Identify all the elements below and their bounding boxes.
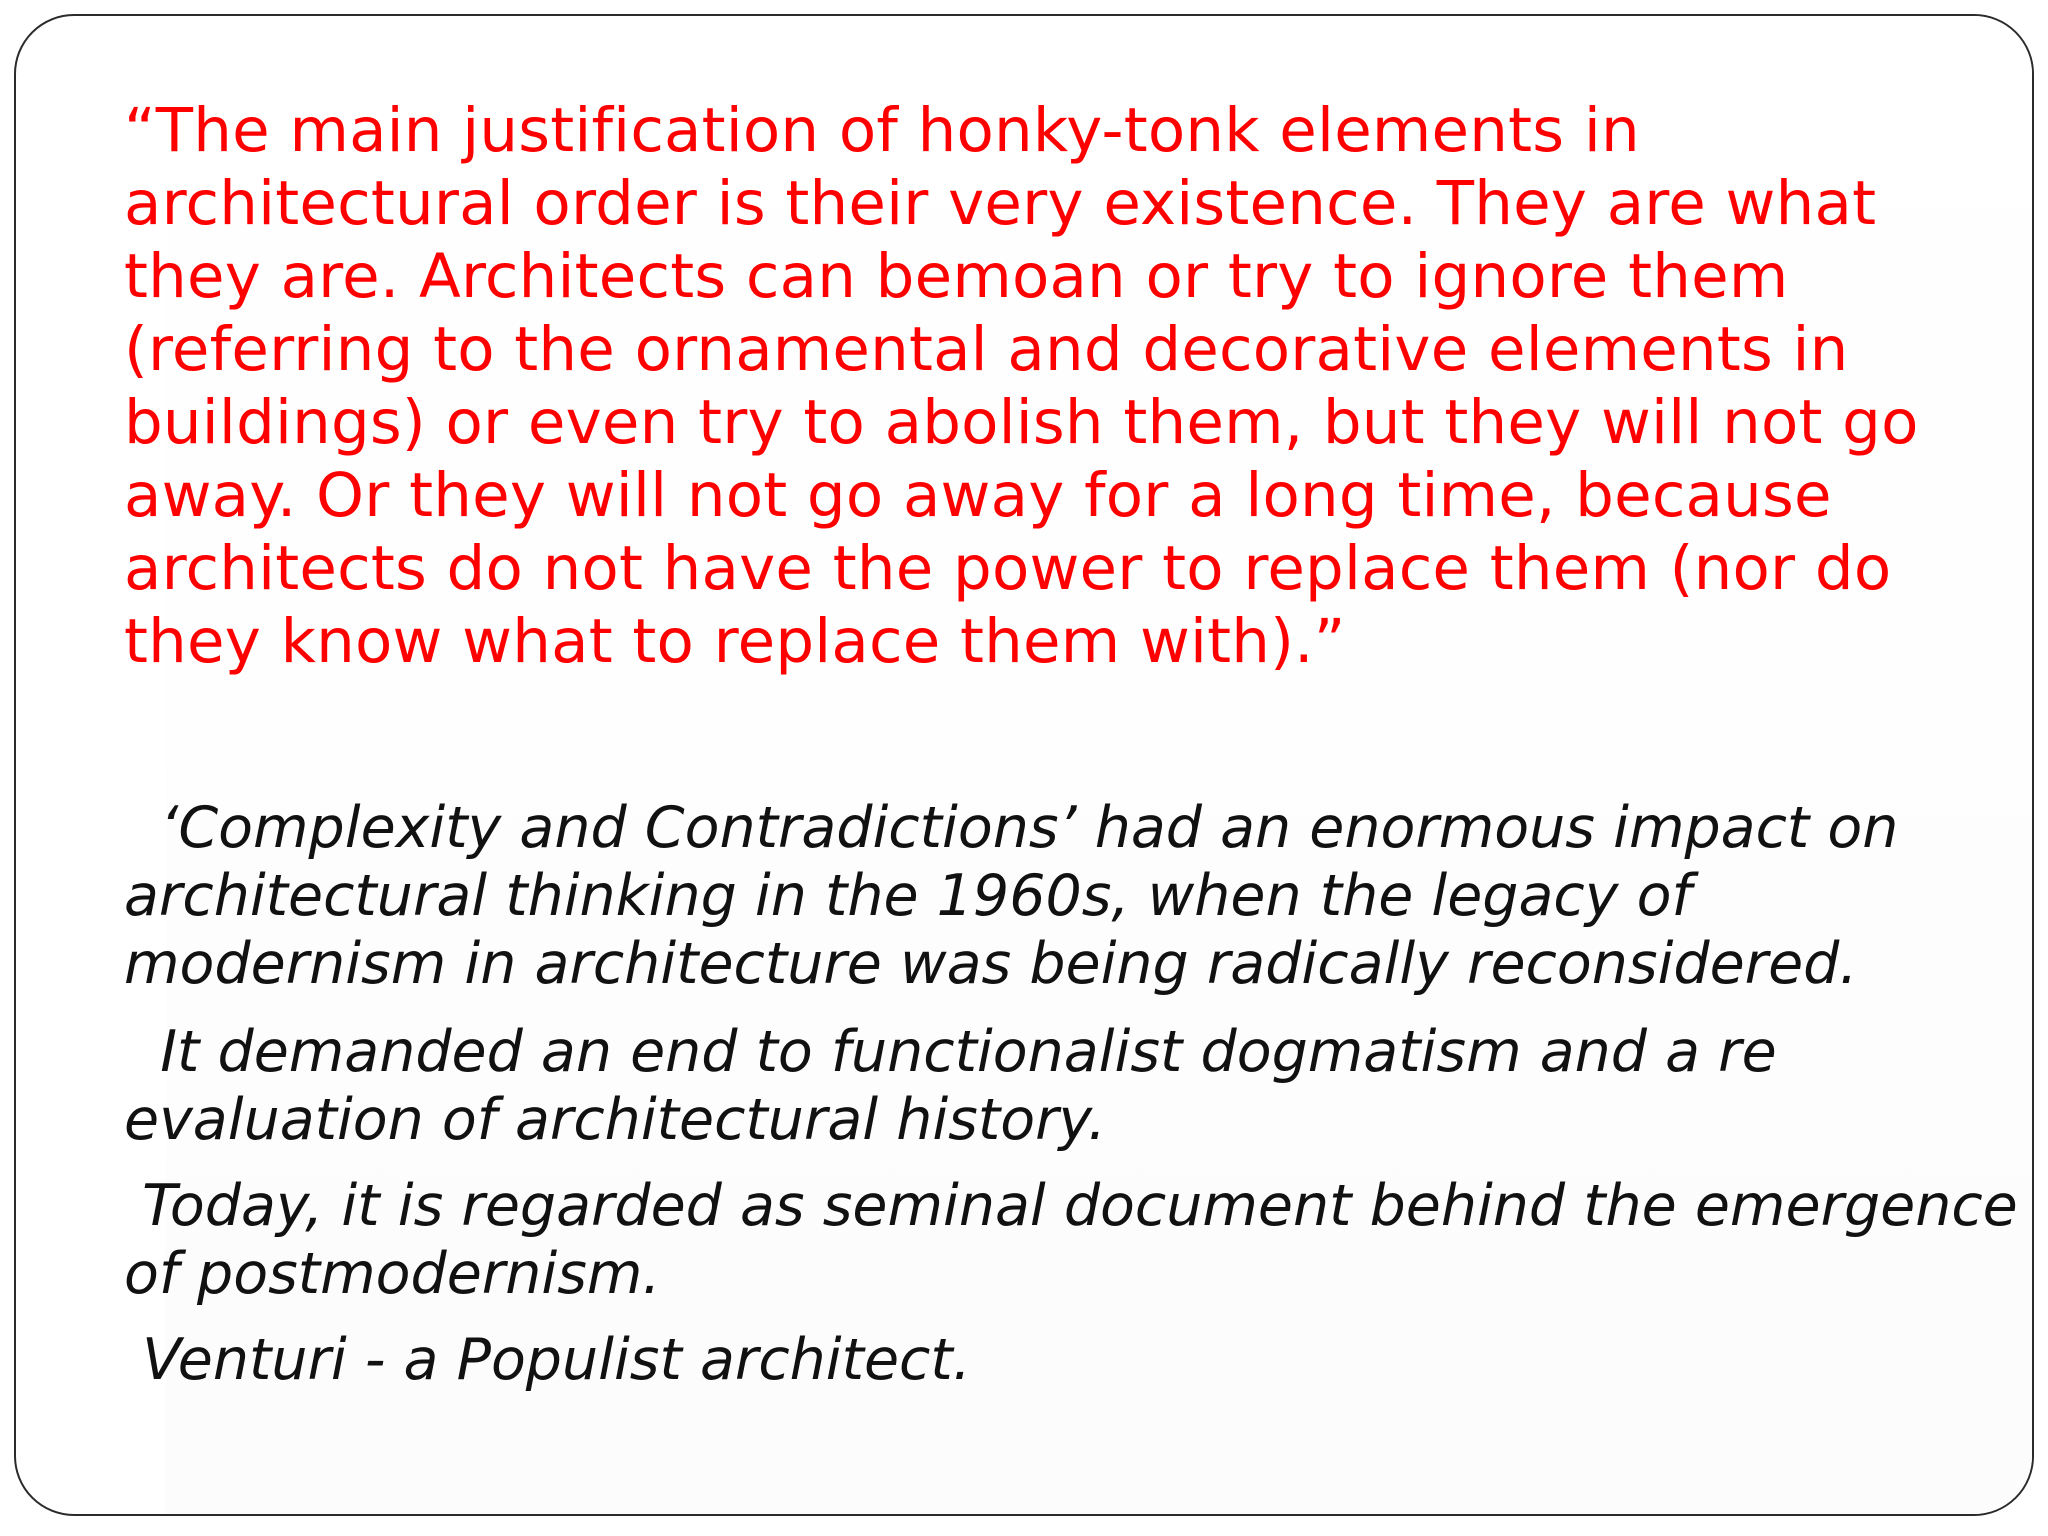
quote-line: “The main justification of honky-tonk elements in (124, 95, 1640, 166)
venturi-quote (124, 94, 2024, 678)
quote-line: architectural order is their very existence. They are what (124, 168, 1877, 239)
quote-line: away. Or they will not go away for a long time, because (124, 460, 1832, 531)
paragraph-line: architectural thinking in the 1960s, when the legacy of (124, 863, 1692, 929)
paragraph-postmodernism (124, 1172, 2034, 1308)
quote-line: buildings) or even try to abolish them, but they will not go (124, 387, 1919, 458)
quote-line: (referring to the ornamental and decorative elements in (124, 314, 1849, 385)
paragraph-impact (124, 794, 2034, 998)
paragraph-venturi (124, 1326, 2034, 1394)
paragraph-line: It demanded an end to functionalist dogmatism and a re (124, 1019, 1777, 1085)
paragraph-line: evaluation of architectural history. (124, 1087, 1106, 1153)
paragraph-demands (124, 1018, 2034, 1154)
paragraph-line: Today, it is regarded as seminal document behind the emergence (124, 1173, 2018, 1239)
quote-line: they are. Architects can bemoan or try to ignore them (124, 241, 1789, 312)
paragraph-line: modernism in architecture was being radically reconsidered. (124, 931, 1858, 997)
paragraph-line: ‘Complexity and Contradictions’ had an enormous impact on (124, 795, 1899, 861)
quote-line: they know what to replace them with).” (124, 606, 1346, 677)
paragraph-line: Venturi - a Populist architect. (124, 1327, 971, 1393)
quote-line: architects do not have the power to replace them (nor do (124, 533, 1892, 604)
slide-frame (14, 14, 2034, 1516)
paragraph-line: of postmodernism. (124, 1241, 661, 1307)
